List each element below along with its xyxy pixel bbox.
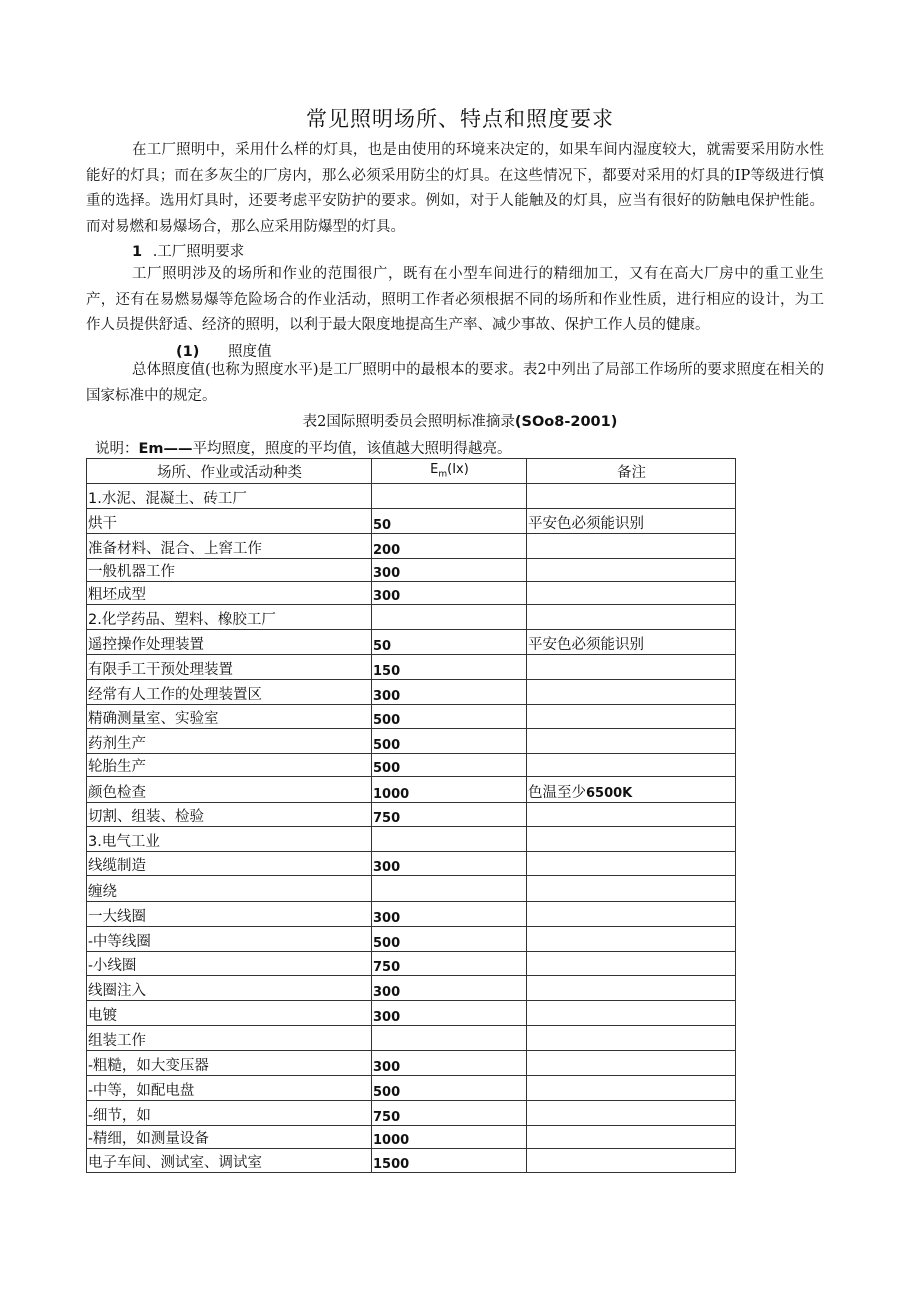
illuminance-cell: 500 <box>372 1076 527 1101</box>
table-section-row <box>87 827 736 852</box>
illuminance-cell: 300 <box>372 1051 527 1076</box>
illuminance-cell: 300 <box>372 680 527 705</box>
table-row <box>87 803 736 827</box>
illuminance-cell: 300 <box>372 902 527 927</box>
table-row <box>87 582 736 605</box>
caption-prefix: 表2国际照明委员会照明标准摘录 <box>302 414 515 430</box>
section-label: .工厂照明要求 <box>152 244 245 260</box>
place-cell: 切割、组装、检验 <box>87 803 372 827</box>
table-row <box>87 902 736 927</box>
header-remark: 备注 <box>527 459 736 484</box>
remark-cell <box>527 534 736 559</box>
remark-bold-text: 6500K <box>586 786 633 801</box>
table-row <box>87 680 736 705</box>
illuminance-cell: 300 <box>372 582 527 605</box>
remark-cell <box>527 1026 736 1051</box>
place-cell: 遥控操作处理装置 <box>87 630 372 655</box>
illuminance-cell: 750 <box>372 1101 527 1126</box>
note-label: 说明： <box>95 441 139 457</box>
remark-text: 色温至少 <box>528 785 586 801</box>
table-row <box>87 777 736 803</box>
table-row <box>87 976 736 1001</box>
table-row <box>87 1001 736 1026</box>
table-row <box>87 952 736 976</box>
illuminance-cell: 50 <box>372 630 527 655</box>
place-cell: 电子车间、测试室、调试室 <box>87 1149 372 1173</box>
place-cell: 轮胎生产 <box>87 754 372 777</box>
remark-cell <box>527 777 736 803</box>
illuminance-cell <box>372 1026 527 1051</box>
remark-cell <box>527 952 736 976</box>
place-cell: 粗坯成型 <box>87 582 372 605</box>
remark-cell <box>527 976 736 1001</box>
remark-cell <box>527 1076 736 1101</box>
header-em <box>372 459 527 484</box>
table-note <box>95 437 512 458</box>
remark-cell <box>527 754 736 777</box>
table-row <box>87 1101 736 1126</box>
header-em-main: E <box>430 462 439 478</box>
remark-cell <box>527 1101 736 1126</box>
place-cell: 烘干 <box>87 509 372 534</box>
table-row <box>87 927 736 952</box>
place-cell: -细节，如 <box>87 1101 372 1126</box>
table-row <box>87 705 736 729</box>
section-heading-1 <box>132 240 244 261</box>
table-row <box>87 559 736 582</box>
illuminance-cell: 750 <box>372 803 527 827</box>
illuminance-cell: 300 <box>372 1001 527 1026</box>
illuminance-cell: 500 <box>372 927 527 952</box>
remark-cell <box>527 605 736 630</box>
table-row <box>87 655 736 680</box>
remark-cell <box>527 852 736 876</box>
place-cell: 线缆制造 <box>87 852 372 876</box>
place-cell: 有限手工干预处理装置 <box>87 655 372 680</box>
subsection-label: 照度值 <box>227 344 272 360</box>
remark-cell <box>527 876 736 902</box>
section1-paragraph: 工厂照明涉及的场所和作业的范围很广，既有在小型车间进行的精细加工，又有在高大厂房中的重工业生产，还有在易燃易爆等危险场合的作业活动，照明工作者必须根据不同的场所和作业性质，进行相应的设计，为工作人员提供舒适、经济的照明，以利于最大限度地提高生产率、减少事故、保护工作人员的健康。 <box>86 266 824 333</box>
illuminance-cell: 500 <box>372 729 527 754</box>
illuminance-cell: 500 <box>372 754 527 777</box>
subsection1-paragraph: 总体照度值(也称为照度水平)是工厂照明中的最根本的要求。表2中列出了局部工作场所的要求照度在相关的国家标准中的规定。 <box>86 362 824 404</box>
place-cell: 一大线圈 <box>87 902 372 927</box>
table-row <box>87 630 736 655</box>
illuminance-cell: 1500 <box>372 1149 527 1173</box>
table-row <box>87 754 736 777</box>
place-cell: 缠绕 <box>87 876 372 902</box>
place-cell: 经常有人工作的处理装置区 <box>87 680 372 705</box>
remark-cell <box>527 1001 736 1026</box>
page-title: 常见照明场所、特点和照度要求 <box>306 107 614 131</box>
remark-cell <box>527 655 736 680</box>
place-cell: 1.水泥、混凝土、砖工厂 <box>87 484 372 509</box>
remark-cell <box>527 827 736 852</box>
illuminance-cell: 750 <box>372 952 527 976</box>
table-row <box>87 509 736 534</box>
table-row <box>87 876 736 902</box>
remark-cell <box>527 559 736 582</box>
caption-code: (SOo8-2001) <box>514 414 618 430</box>
remark-cell <box>527 1149 736 1173</box>
note-text: 平均照度，照度的平均值，该值越大照明得越亮。 <box>192 441 512 457</box>
remark-text: 平安色必须能识别 <box>528 516 644 532</box>
illuminance-cell: 300 <box>372 559 527 582</box>
table-body <box>87 484 736 1173</box>
table-row <box>87 852 736 876</box>
place-cell: -粗糙，如大变压器 <box>87 1051 372 1076</box>
illuminance-cell: 200 <box>372 534 527 559</box>
remark-text: 平安色必须能识别 <box>528 637 644 653</box>
illuminance-cell <box>372 876 527 902</box>
place-cell: 电镀 <box>87 1001 372 1026</box>
remark-cell <box>527 927 736 952</box>
illuminance-cell: 1000 <box>372 777 527 803</box>
subsection-number: (1) <box>176 344 200 360</box>
table-section-row <box>87 605 736 630</box>
intro-paragraph: 在工厂照明中，采用什么样的灯具，也是由使用的环境来决定的，如果车间内湿度较大，就需要采用防水性能好的灯具；而在多灰尘的厂房内，那么必须采用防尘的灯具。在这些情况下，都要对采用的灯具的IP等级进行慎重的选择。选用灯具时，还要考虑平安防护的要求。例如，对于人能触及的灯具，应当有很好的防触电保护性能。而对易燃和易爆场合，那么应采用防爆型的灯具。 <box>86 142 824 235</box>
remark-cell <box>527 680 736 705</box>
place-cell: -精细，如测量设备 <box>87 1126 372 1149</box>
table-row <box>87 1149 736 1173</box>
illuminance-cell: 150 <box>372 655 527 680</box>
table-row <box>87 729 736 754</box>
remark-cell <box>527 705 736 729</box>
remark-cell <box>527 582 736 605</box>
place-cell: 组装工作 <box>87 1026 372 1051</box>
remark-cell <box>527 1126 736 1149</box>
remark-cell <box>527 484 736 509</box>
place-cell: -小线圈 <box>87 952 372 976</box>
illuminance-cell <box>372 484 527 509</box>
remark-cell <box>527 902 736 927</box>
place-cell: 线圈注入 <box>87 976 372 1001</box>
illuminance-cell <box>372 827 527 852</box>
header-em-sub: m <box>438 469 448 480</box>
place-cell: -中等，如配电盘 <box>87 1076 372 1101</box>
table-row <box>87 1126 736 1149</box>
place-cell: 准备材料、混合、上窖工作 <box>87 534 372 559</box>
illuminance-table <box>86 458 736 1173</box>
place-cell: 一般机器工作 <box>87 559 372 582</box>
table-caption <box>0 410 920 431</box>
place-cell: 2.化学药品、塑料、橡胶工厂 <box>87 605 372 630</box>
table-section-row <box>87 484 736 509</box>
header-em-unit: (Ix) <box>447 462 469 478</box>
place-cell: 药剂生产 <box>87 729 372 754</box>
table-row <box>87 534 736 559</box>
table-row <box>87 1051 736 1076</box>
illuminance-cell: 500 <box>372 705 527 729</box>
place-cell: 3.电气工业 <box>87 827 372 852</box>
remark-cell <box>527 803 736 827</box>
table-row <box>87 1076 736 1101</box>
illuminance-cell: 300 <box>372 852 527 876</box>
remark-cell <box>527 729 736 754</box>
table-header-row <box>87 459 736 484</box>
place-cell: -中等线圈 <box>87 927 372 952</box>
illuminance-cell: 300 <box>372 976 527 1001</box>
illuminance-cell <box>372 605 527 630</box>
section-number: 1 <box>132 244 143 260</box>
illuminance-cell: 50 <box>372 509 527 534</box>
table-row <box>87 1026 736 1051</box>
header-place: 场所、作业或活动种类 <box>87 459 372 484</box>
note-term: Em—— <box>138 441 193 457</box>
remark-cell <box>527 630 736 655</box>
remark-cell <box>527 1051 736 1076</box>
place-cell: 颜色检查 <box>87 777 372 803</box>
illuminance-cell: 1000 <box>372 1126 527 1149</box>
remark-cell <box>527 509 736 534</box>
place-cell: 精确测量室、实验室 <box>87 705 372 729</box>
